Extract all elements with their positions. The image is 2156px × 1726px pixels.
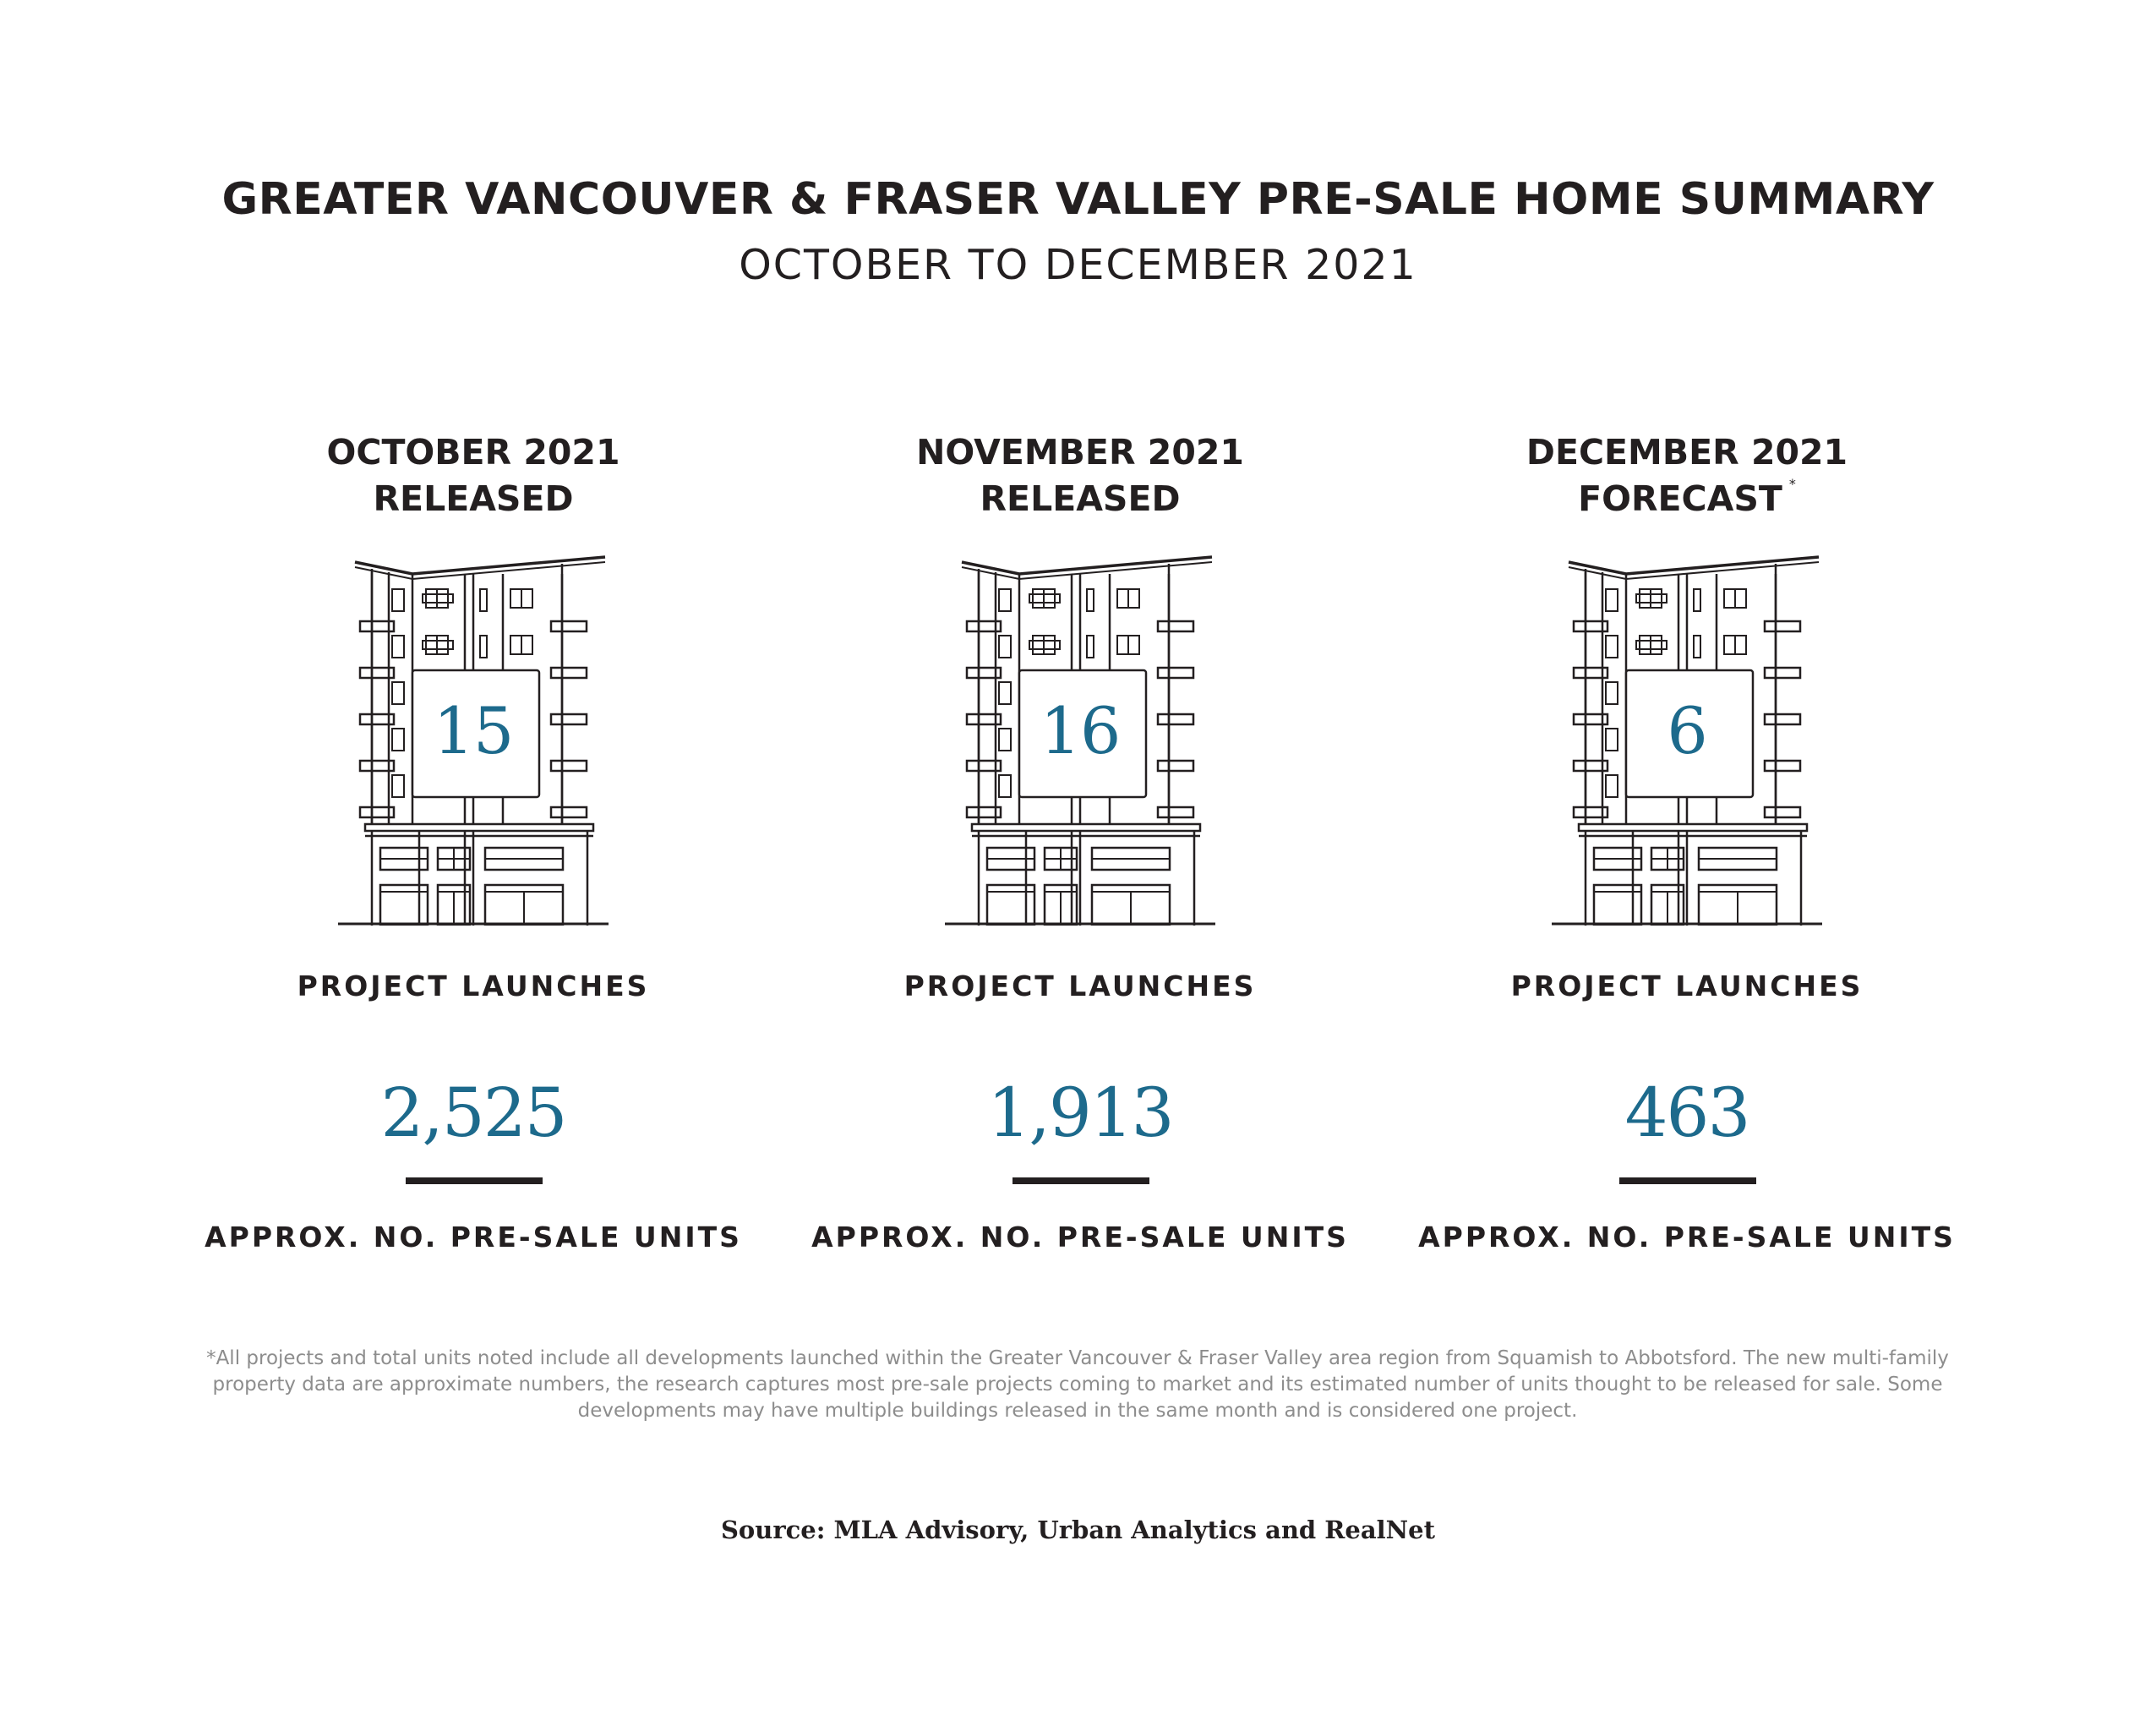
building-line bbox=[1158, 807, 1193, 817]
project-launches-label: PROJECT LAUNCHES bbox=[903, 970, 1257, 1002]
pre-sale-units-label: APPROX. NO. PRE-SALE UNITS bbox=[1418, 1221, 1956, 1254]
building-line bbox=[480, 589, 487, 611]
building-line bbox=[1694, 636, 1700, 658]
column-month: DECEMBER 2021 bbox=[1526, 432, 1848, 472]
column-heading bbox=[784, 429, 1376, 522]
source-credit: Source: MLA Advisory, Urban Analytics and RealNet bbox=[720, 1516, 1436, 1544]
building-line bbox=[999, 636, 1011, 658]
project-launches-label: PROJECT LAUNCHES bbox=[297, 970, 650, 1002]
column-heading bbox=[1391, 429, 1983, 529]
summary-column-december bbox=[1391, 0, 1983, 1319]
building-line bbox=[1087, 589, 1094, 611]
building-line bbox=[1158, 668, 1193, 678]
pre-sale-units-label: APPROX. NO. PRE-SALE UNITS bbox=[205, 1221, 742, 1254]
column-status: RELEASED bbox=[373, 478, 574, 519]
footnote: *All projects and total units noted include all developments launched within the Greater Vancouver & Fraser Valley area region from Squamish to Abbotsford. The new multi-family property data are approximate numbers, the research captures most pre-sale projects coming to market and its estimated number of units thought to be released for sale. Some developments may have multiple buildings released in the same month and is considered one project. bbox=[206, 1347, 1949, 1422]
building-line bbox=[480, 636, 487, 658]
building-line bbox=[1087, 636, 1094, 658]
building-line bbox=[365, 824, 593, 831]
pre-sale-units-value: 463 bbox=[1624, 1073, 1749, 1152]
page-subtitle: OCTOBER TO DECEMBER 2021 bbox=[739, 241, 1417, 289]
building-line bbox=[551, 621, 587, 631]
column-heading bbox=[177, 429, 769, 522]
forecast-asterisk: * bbox=[1788, 476, 1796, 492]
building-line bbox=[999, 589, 1011, 611]
divider bbox=[406, 1177, 543, 1184]
building-line bbox=[1765, 621, 1800, 631]
page-title: GREATER VANCOUVER & FRASER VALLEY PRE-SALE HOME SUMMARY bbox=[221, 174, 1935, 225]
building-line bbox=[1694, 589, 1700, 611]
building-line bbox=[1606, 775, 1618, 797]
summary-column-november bbox=[784, 0, 1376, 1319]
building-line bbox=[1606, 636, 1618, 658]
building-line bbox=[972, 824, 1200, 831]
building-line bbox=[999, 775, 1011, 797]
summary-column-october bbox=[177, 0, 769, 1319]
building-line bbox=[392, 775, 404, 797]
project-launches-label: PROJECT LAUNCHES bbox=[1510, 970, 1864, 1002]
building-line bbox=[392, 636, 404, 658]
building-line bbox=[551, 668, 587, 678]
project-launches-count: 15 bbox=[433, 693, 514, 768]
project-launches-count: 16 bbox=[1040, 693, 1121, 768]
building-line bbox=[1765, 668, 1800, 678]
building-line bbox=[1579, 824, 1807, 831]
building-line bbox=[1765, 807, 1800, 817]
pre-sale-units-value: 2,525 bbox=[380, 1073, 566, 1152]
column-status: FORECAST bbox=[1578, 478, 1782, 519]
column-status: RELEASED bbox=[980, 478, 1181, 519]
divider bbox=[1013, 1177, 1149, 1184]
pre-sale-units-label: APPROX. NO. PRE-SALE UNITS bbox=[811, 1221, 1349, 1254]
building-line bbox=[1606, 589, 1618, 611]
building-line bbox=[551, 807, 587, 817]
building-line bbox=[1158, 621, 1193, 631]
project-launches-count: 6 bbox=[1667, 693, 1707, 768]
column-month: NOVEMBER 2021 bbox=[916, 432, 1244, 472]
column-month: OCTOBER 2021 bbox=[326, 432, 620, 472]
pre-sale-units-value: 1,913 bbox=[987, 1073, 1173, 1152]
building-line bbox=[392, 589, 404, 611]
divider bbox=[1619, 1177, 1756, 1184]
